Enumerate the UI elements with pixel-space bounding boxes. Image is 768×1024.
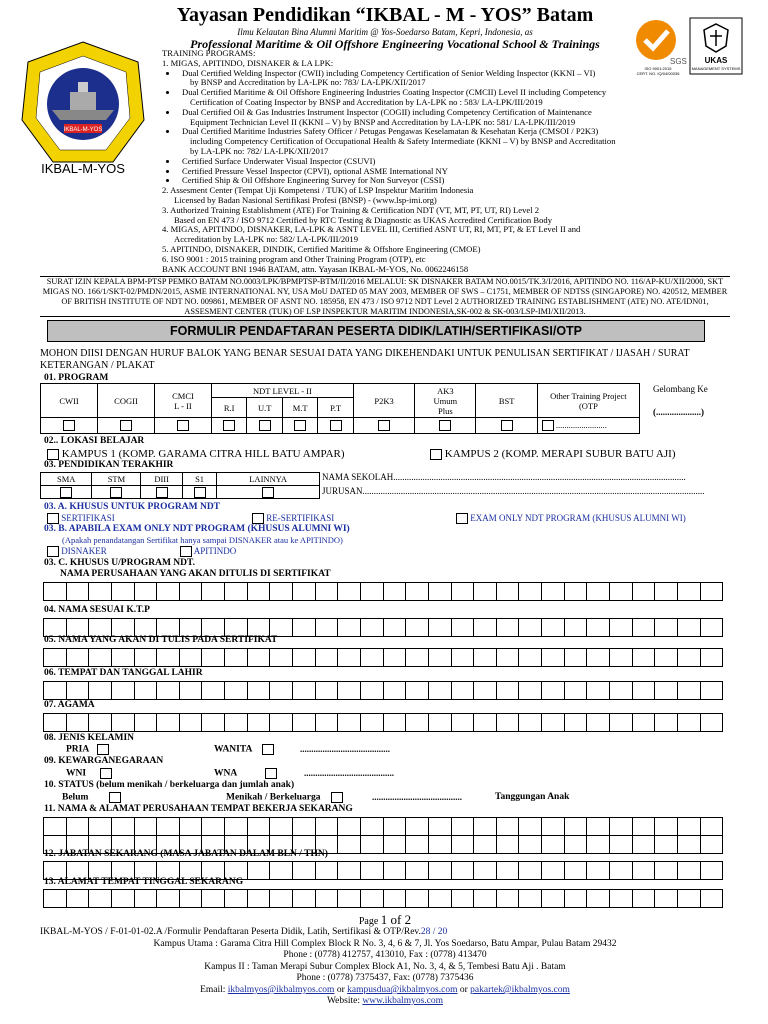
section-program: 01. PROGRAM xyxy=(44,373,109,383)
iso-cert-number: CERT. NO. IQ/04/00036 xyxy=(636,71,680,76)
org-title: Yayasan Pendidikan “IKBAL - M - YOS” Batam xyxy=(176,4,594,26)
doc-code-text: IKBAL-M-YOS / F-01-01-02.A /Formulir Pendaftaran Peserta Didik, Latih, Sertifikasi & OTP/Rev. xyxy=(40,927,421,937)
kampus-1-option[interactable] xyxy=(47,448,345,460)
perusahaan-row-1[interactable] xyxy=(43,817,723,834)
nama-sertifikat-input[interactable] xyxy=(43,648,723,665)
col-cmci-line2: L - II xyxy=(174,400,192,411)
checkbox-mt[interactable] xyxy=(294,420,306,431)
col-cmci-line1: CMCI xyxy=(172,390,194,401)
section-ndt-company: 03. C. KHUSUS U/PROGRAM NDT. xyxy=(44,558,196,568)
col-sma: SMA xyxy=(41,473,92,486)
checkbox-otp[interactable] xyxy=(542,420,554,431)
col-s1: S1 xyxy=(182,473,216,486)
wanita-label: WANITA xyxy=(214,744,252,755)
program-bullet: • Certified Pressure Vessel Inspector (CPVI), optional ASME International NY xyxy=(178,167,632,177)
edu-cell xyxy=(217,486,320,499)
checkbox-cogii[interactable] xyxy=(120,420,132,431)
email-separator: or xyxy=(457,985,471,995)
checkbox-cwii[interactable] xyxy=(63,420,75,431)
col-ak3-line2: Umum xyxy=(433,395,458,406)
kampus-2-label: KAMPUS 2 (KOMP. MERAPI SUBUR BATU AJI) xyxy=(444,448,676,460)
program-bullet-cont: by BNSP and Accreditation by LA-LPK no: 783/ LA-LPK/XII/2017 xyxy=(190,77,426,88)
wna-option[interactable] xyxy=(214,768,277,779)
edu-cell xyxy=(141,486,182,499)
exam-only-label: EXAM ONLY NDT PROGRAM (KHUSUS ALUMNI WI) xyxy=(470,513,686,523)
col-diii: DIII xyxy=(141,473,182,486)
gelombang-label: Gelombang Ke xyxy=(653,384,708,394)
jurusan-label: JURUSAN xyxy=(322,486,363,496)
program-5: 5. APITINDO, DISNAKER, DINDIK, Certified Maritime & Offshore Engineering (CMOE) xyxy=(162,243,481,254)
org-tagline: Professional Maritime & Oil Offshore Engineering Vocational School & Trainings xyxy=(190,37,600,51)
iso-cert-text xyxy=(632,66,684,76)
edu-cell xyxy=(92,486,141,499)
checkbox-ak3[interactable] xyxy=(439,420,451,431)
exam-only-option[interactable] xyxy=(456,513,686,524)
program-6: 6. ISO 9001 : 2015 training program and Other Training Program (OTP), etc xyxy=(162,253,426,264)
exam-only-note: (Apakah penandatangan Sertifikat hanya sampai DISNAKER atau ke APITINDO) xyxy=(62,535,343,545)
program-cell xyxy=(415,418,476,434)
checkbox-stm[interactable] xyxy=(110,487,122,498)
jurusan-row[interactable] xyxy=(322,486,722,496)
checkbox-kampus-1[interactable] xyxy=(47,449,59,460)
col-pt: P.T xyxy=(318,398,353,418)
checkbox-resertifikasi[interactable] xyxy=(252,513,264,524)
program-2-detail: Licensed by Badan Nasional Sertifikasi Profesi (BNSP) - (www.lsp-imi.org) xyxy=(174,194,437,205)
section-status: 10. STATUS (belum menikah / berkeluarga dan jumlah anak) xyxy=(44,780,295,790)
program-bullet: • Certified Ship & Oil Offshore Engineering Survey for Non Surveyor (CSSI) xyxy=(178,176,632,186)
program-cell xyxy=(476,418,537,434)
program-4: 4. MIGAS, APITINDO, DISNAKER, LA-LPK & ASNT LEVEL III, Certified ASNT UT, RI, MT, PT, & ET Level II and xyxy=(162,224,581,235)
tanggungan-anak-label: Tanggungan Anak xyxy=(495,792,570,802)
nama-ktp-input[interactable] xyxy=(43,618,723,635)
kampus-2-option[interactable] xyxy=(430,448,676,460)
program-bullet: • Dual Certified Maritime & Oil Offshore Engineering Industries Coating Inspector (CMCII) Level II including Competency xyxy=(178,88,632,98)
col-otp-line1: Other Training Project xyxy=(550,390,627,401)
sertifikasi-option[interactable] xyxy=(47,513,115,524)
disnaker-label: DISNAKER xyxy=(61,546,107,556)
program-3: 3. Authorized Training Establishment (ATE) For Training & Certification NDT (VT, MT, PT, UT, RI) Level 2 xyxy=(162,204,540,215)
checkbox-diii[interactable] xyxy=(156,487,168,498)
page-count: 1 of 2 xyxy=(380,912,412,927)
checkbox-cmci[interactable] xyxy=(177,420,189,431)
checkbox-ri[interactable] xyxy=(223,420,235,431)
wni-label: WNI xyxy=(66,768,87,779)
website-label: Website: xyxy=(326,996,363,1006)
program-bullet: • Dual Certified Oil & Gas Industries Instrument Inspector (COGII) including Competency Certification of Maintenance xyxy=(178,108,632,118)
col-bst: BST xyxy=(476,384,537,418)
alamat-input[interactable] xyxy=(43,889,723,906)
wanita-option[interactable] xyxy=(214,744,274,755)
program-bullet-cont: Equipment Technician Level II (KKNI – V) by BNSP and Accreditation by LA-LPK no: 581/ LA-LPK/III/2019 xyxy=(190,116,576,127)
ukas-label: UKAS xyxy=(704,56,728,65)
website-line xyxy=(40,996,730,1006)
jenis-kelamin-field[interactable]: ........................................ xyxy=(300,744,390,754)
checkbox-wni[interactable] xyxy=(100,768,112,779)
program-cell xyxy=(41,418,98,434)
kampus-utama-phone: Phone : (0778) 412757, 413010, Fax : (0778) 413470 xyxy=(283,950,487,960)
resertifikasi-label: RE-SERTIFIKASI xyxy=(266,513,335,523)
col-ak3-line3: Plus xyxy=(438,405,453,416)
bank-account: BANK ACCOUNT BNI 1946 BATAM, attn. Yayasan IKBAL-M-YOS, No. 0062246158 xyxy=(162,263,469,274)
col-mt: M.T xyxy=(282,398,317,418)
section-lokasi: 02.. LOKASI BELAJAR xyxy=(44,436,145,446)
gelombang-field[interactable]: (....................) xyxy=(653,407,704,417)
checkbox-ut[interactable] xyxy=(259,420,271,431)
program-cell xyxy=(247,418,282,434)
pria-option[interactable] xyxy=(66,744,109,755)
program-table xyxy=(40,383,640,434)
nama-sekolah-field[interactable]: .................................................................................................................................. xyxy=(393,472,686,482)
checkbox-kampus-2[interactable] xyxy=(430,449,442,460)
sgs-label: SGS xyxy=(670,57,687,66)
page-number xyxy=(40,912,730,928)
checkbox-pt[interactable] xyxy=(330,420,342,431)
kampus-2-address: Kampus II : Taman Merapi Subur Complex Block A1, No. 3, 4, & 5, Tembesi Batu Aji . Batam xyxy=(204,962,566,972)
program-bullet: • Dual Certified Welding Inspector (CWII) including Competency Certification of Senior Welding Inspector (KKNI – VI) xyxy=(178,69,632,79)
checkbox-p2k3[interactable] xyxy=(378,420,390,431)
logo-caption: IKBAL-M-YOS xyxy=(41,161,125,176)
iso-standard: ISO 9001:2015 xyxy=(644,66,672,71)
program-cell xyxy=(282,418,317,434)
form-instruction: MOHON DIISI DENGAN HURUF BALOK YANG BENAR SESUAI DATA YANG DIKEHENDAKI UNTUK PENULISAN SERTIFIKAT / IJASAH / SURAT KETERANGAN / PLAKAT xyxy=(40,348,690,371)
section-ttl: 06. TEMPAT DAN TANGGAL LAHIR xyxy=(44,668,203,678)
form-title: FORMULIR PENDAFTARAN PESERTA DIDIK/LATIH/SERTIFIKASI/OTP xyxy=(47,320,705,342)
status-field[interactable]: ........................................ xyxy=(372,792,462,802)
program-cell xyxy=(97,418,154,434)
section-exam-only: 03. B. APABILA EXAM ONLY NDT PROGRAM (KHUSUS ALUMNI WI) xyxy=(44,524,350,534)
perusahaan-label: NAMA PERUSAHAAN YANG AKAN DITULIS DI SERTIFIKAT xyxy=(60,569,331,579)
program-2: 2. Assesment Center (Tempat Uji Kompetensi / TUK) of LSP Inspektur Maritim Indonesia xyxy=(162,185,474,196)
page-label: Page xyxy=(358,916,381,927)
checkbox-sertifikasi[interactable] xyxy=(47,513,59,524)
email-separator: or xyxy=(334,985,348,995)
edu-cell xyxy=(182,486,216,499)
kampus-2-phone: Phone : (0778) 7375437, Fax: (0778) 7375436 xyxy=(296,973,474,983)
col-cogii: COGII xyxy=(97,384,154,418)
kampus-utama-address: Kampus Utama : Garama Citra Hill Complex Block R No. 3, 4, 6 & 7, Jl. Yos Soedarso, Batu Ampar, Pulau Batam 29432 xyxy=(153,939,617,949)
organization-logo xyxy=(18,40,148,170)
checkbox-sma[interactable] xyxy=(60,487,72,498)
ttl-input[interactable] xyxy=(43,681,723,698)
section-jabatan: 12. JABATAN SEKARANG (MASA JABATAN DALAM BLN / THN) xyxy=(44,849,328,859)
col-cmci xyxy=(154,384,211,418)
program-bullet-cont: Certification of Coating Inspector by BNSP and Accreditation by LA-LPK no : 583/ LA-LPK/III/2019 xyxy=(190,96,543,107)
program-bullet: • Dual Certified Maritime Industries Safety Officer / Petugas Pengawas Keselamatan & Kesehatan Kerja (CMSOI / P2K3) xyxy=(178,127,632,137)
col-ut: U.T xyxy=(247,398,282,418)
logo-banner-text: IKBAL-M-YOS xyxy=(63,127,103,133)
checkbox-disnaker[interactable] xyxy=(47,546,59,557)
checkbox-pria[interactable] xyxy=(97,744,109,755)
doc-revision: 28 / 20 xyxy=(420,927,448,937)
perusahaan-input[interactable] xyxy=(43,582,723,599)
wna-label: WNA xyxy=(214,768,237,779)
divider xyxy=(40,316,730,317)
checkbox-lainnya[interactable] xyxy=(262,487,274,498)
col-ri: R.I xyxy=(211,398,246,418)
email-line xyxy=(40,985,730,995)
col-p2k3: P2K3 xyxy=(353,384,414,418)
otp-field[interactable]: ........................ xyxy=(555,419,607,430)
ukas-badge-icon xyxy=(688,16,744,76)
wni-option[interactable] xyxy=(66,768,112,779)
program-cell xyxy=(211,418,246,434)
section-perusahaan: 11. NAMA & ALAMAT PERUSAHAAN TEMPAT BEKERJA SEKARANG xyxy=(44,804,353,814)
col-ak3-line1: AK3 xyxy=(437,385,454,396)
section-nama-sertifikat: 05. NAMA YANG AKAN DI TULIS PADA SERTIFIKAT xyxy=(44,635,278,645)
kewarganegaraan-field[interactable]: ........................................ xyxy=(304,768,394,778)
email-link-2[interactable]: kampusdua@ikbalmyos.com xyxy=(347,985,458,995)
belum-option[interactable] xyxy=(62,792,121,803)
resertifikasi-option[interactable] xyxy=(252,513,334,524)
program-4-detail: Accreditation by LA-LPK no: 582/ LA-LPK/III/2019 xyxy=(174,234,359,245)
program-bullet-cont: by LA-LPK no: 782/ LA-LPK/XII/2017 xyxy=(190,145,329,156)
section-agama: 07. AGAMA xyxy=(44,700,95,710)
section-jenis-kelamin: 08. JENIS KELAMIN xyxy=(44,733,134,743)
org-subtitle: Ilmu Kelautan Bina Alumni Maritim @ Yos-Soedarso Batam, Kepri, Indonesia, as xyxy=(237,27,533,37)
col-otp-line2: (OTP xyxy=(578,400,598,411)
edu-cell xyxy=(41,486,92,499)
section-nama-ktp: 04. NAMA SESUAI K.T.P xyxy=(44,605,150,615)
pria-label: PRIA xyxy=(66,744,89,755)
col-lainnya: LAINNYA xyxy=(217,473,320,486)
program-cell xyxy=(353,418,414,434)
belum-label: Belum xyxy=(62,792,89,803)
section-kewarganegaraan: 09. KEWARGANEGARAAN xyxy=(44,756,164,766)
kampus-1-label: KAMPUS 1 (KOMP. GARAMA CITRA HILL BATU AMPAR) xyxy=(61,448,345,460)
program-bullet-cont: including Competency Certification of Occupational Health & Safety Intermediate (KKNI – V) by BNSP and Accreditation xyxy=(190,136,616,147)
program-cell xyxy=(537,418,639,434)
col-otp xyxy=(537,384,639,418)
apitindo-label: APITINDO xyxy=(193,546,237,556)
permit-text: SURAT IZIN KEPALA BPM-PTSP PEMKO BATAM NO.0003/LPK/BPMPTSP-BTM/II/2016 MELALUI: SK DISNAKER BATAM NO.0015/TK.3/I/2016, APITINDO NO. 116/AP-KU/XII/2000, SKT MIGAS NO. 166/1/SKT-02/PMDN/2015, ASME INTERNATIONAL NY, USA MoU DATED 05 MAY 2003, MEMBER OF SWS – C1751, MEMBER OF NDTSS (SINGAPORE) NO. 420512, MEMBER OF BRITISH INSTITUTE OF NDT NO. 009861, MEMBER OF ASNT NO. 185958, EN 473 / ISO 9712 NDT Level 2 AUTHORIZED TRAINING ESTABLISHMENT (ATE) NO. ATE/IDN01, ASSESMENT CENTER (TUK) OF LSP INSPEKTUR MARITIM INDONESIA,SK-002 & SK-003/LSP-IMI/XII/2013. xyxy=(42,277,728,316)
disnaker-option[interactable] xyxy=(47,546,107,557)
website-link[interactable]: www.ikbalmyos.com xyxy=(362,996,444,1006)
menikah-label: Menikah / Berkeluarga xyxy=(226,792,321,803)
apitindo-option[interactable] xyxy=(180,546,236,557)
checkbox-bst[interactable] xyxy=(501,420,513,431)
checkbox-wna[interactable] xyxy=(265,768,277,779)
email-label: Email: xyxy=(200,985,228,995)
checkbox-wanita[interactable] xyxy=(262,744,274,755)
col-stm: STM xyxy=(92,473,141,486)
nama-sekolah-row[interactable] xyxy=(322,472,722,482)
agama-input[interactable] xyxy=(43,713,723,730)
ukas-sub-label: MANAGEMENT SYSTEMS xyxy=(691,66,741,71)
col-ak3 xyxy=(415,384,476,418)
menikah-option[interactable] xyxy=(226,792,343,803)
checkbox-s1[interactable] xyxy=(194,487,206,498)
checkbox-belum[interactable] xyxy=(109,792,121,803)
jurusan-field[interactable]: ........................................................................................................................................................ xyxy=(362,486,705,496)
education-table xyxy=(40,472,320,499)
programs-heading: TRAINING PROGRAMS: xyxy=(162,48,256,58)
jabatan-input[interactable] xyxy=(43,861,723,878)
iso-certification-badge-icon xyxy=(630,16,687,66)
document-code xyxy=(40,927,447,937)
program-cell xyxy=(154,418,211,434)
col-ndt: NDT LEVEL - II xyxy=(211,384,353,398)
training-programs xyxy=(162,49,632,274)
program-bullet: • Certified Surface Underwater Visual Inspector (CSUVI) xyxy=(178,157,632,167)
checkbox-exam-only[interactable] xyxy=(456,513,468,524)
checkbox-menikah[interactable] xyxy=(331,792,343,803)
section-pendidikan: 03. PENDIDIKAN TERAKHIR xyxy=(44,460,174,470)
email-link-1[interactable]: ikbalmyos@ikbalmyos.com xyxy=(227,985,335,995)
sertifikasi-label: SERTIFIKASI xyxy=(61,513,115,523)
checkbox-apitindo[interactable] xyxy=(180,546,192,557)
section-alamat: 13. ALAMAT TEMPAT TINGGAL SEKARANG xyxy=(44,877,244,887)
program-3-detail: Based on EN 473 / ISO 9712 Certified by RTC Testing & Diagnostic as UKAS Accredited Certification Body xyxy=(174,214,552,225)
col-cwii: CWII xyxy=(41,384,98,418)
program-1: 1. MIGAS, APITINDO, DISNAKER & LA LPK: xyxy=(162,57,334,68)
program-cell xyxy=(318,418,353,434)
nama-sekolah-label: NAMA SEKOLAH xyxy=(322,472,394,482)
section-ndt: 03. A. KHUSUS UNTUK PROGRAM NDT xyxy=(44,502,221,512)
email-link-3[interactable]: pakartek@ikbalmyos.com xyxy=(470,985,570,995)
